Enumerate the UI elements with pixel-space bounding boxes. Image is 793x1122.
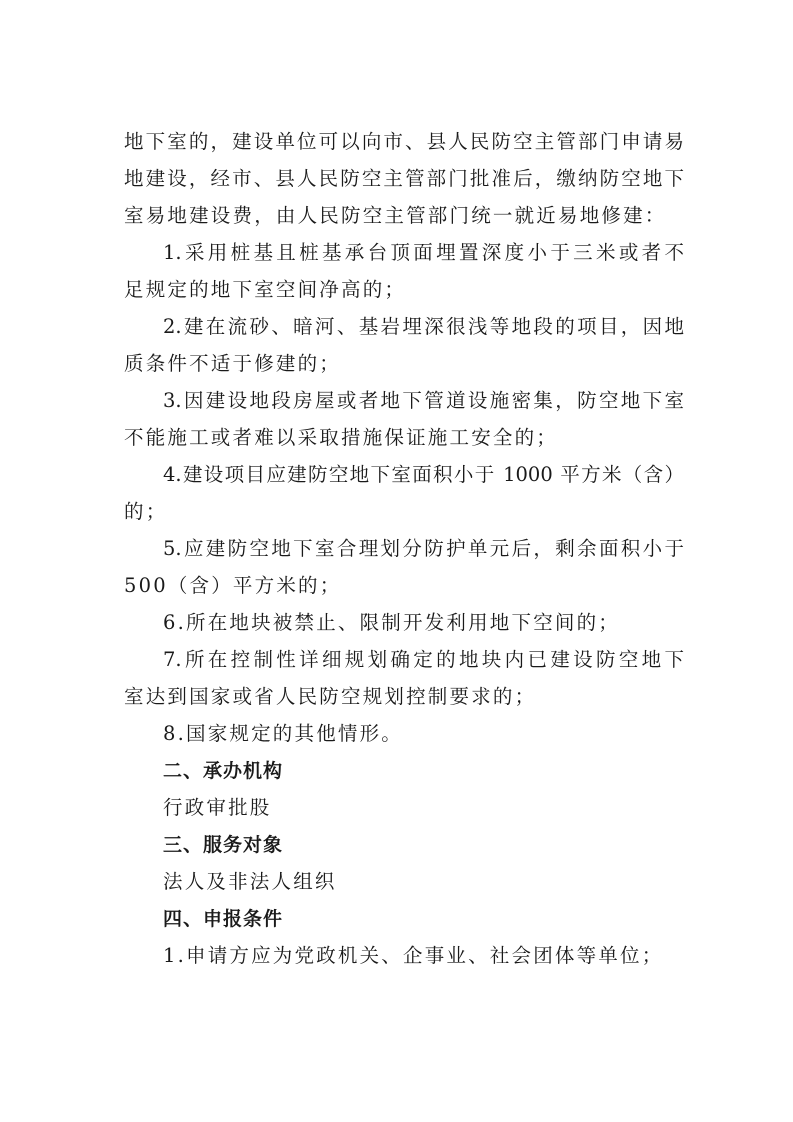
list-item-6-line: 6.所在地块被禁止、限制开发利用地下空间的；: [163, 611, 621, 634]
section-heading-agency: 二、承办机构: [163, 760, 284, 782]
list-item-4-line: 4.建设项目应建防空地下室面积小于 1000 平方米（含）: [163, 463, 684, 486]
section-body-conditions-line: 1.申请方应为党政机关、企事业、社会团体等单位；: [163, 944, 664, 967]
list-item-1-line: 足规定的地下室空间净高的；: [124, 278, 407, 301]
list-item-2-line: 质条件不适于修建的；: [124, 352, 342, 375]
list-item-7-line: 室达到国家或省人民防空规划控制要求的；: [124, 685, 537, 708]
list-item-7-line: 7.所在控制性详细规划确定的地块内已建设防空地下: [163, 648, 684, 671]
section-heading-service-target: 三、服务对象: [163, 834, 284, 856]
list-item-5-line: 500（含）平方米的；: [124, 574, 342, 597]
list-item-8-line: 8.国家规定的其他情形。: [163, 722, 404, 745]
section-body-agency: 行政审批股: [163, 796, 272, 819]
list-item-1-line: 1.采用桩基且桩基承台顶面埋置深度小于三米或者不: [163, 241, 684, 264]
paragraph-line: 地下室的，建设单位可以向市、县人民防空主管部门申请易: [124, 130, 684, 153]
section-heading-conditions: 四、申报条件: [163, 908, 284, 930]
list-item-3-line: 不能施工或者难以采取措施保证施工安全的；: [124, 426, 559, 449]
paragraph-line: 室易地建设费，由人民防空主管部门统一就近易地修建：: [124, 204, 667, 227]
paragraph-line: 地建设，经市、县人民防空主管部门批准后，缴纳防空地下: [124, 167, 684, 190]
list-item-2-line: 2.建在流砂、暗河、基岩埋深很浅等地段的项目，因地: [163, 315, 684, 338]
list-item-5-line: 5.应建防空地下室合理划分防护单元后，剩余面积小于: [163, 537, 684, 560]
list-item-3-line: 3.因建设地段房屋或者地下管道设施密集，防空地下室: [163, 389, 684, 412]
list-item-4-line: 的；: [124, 500, 168, 523]
section-body-service-target: 法人及非法人组织: [163, 870, 337, 893]
